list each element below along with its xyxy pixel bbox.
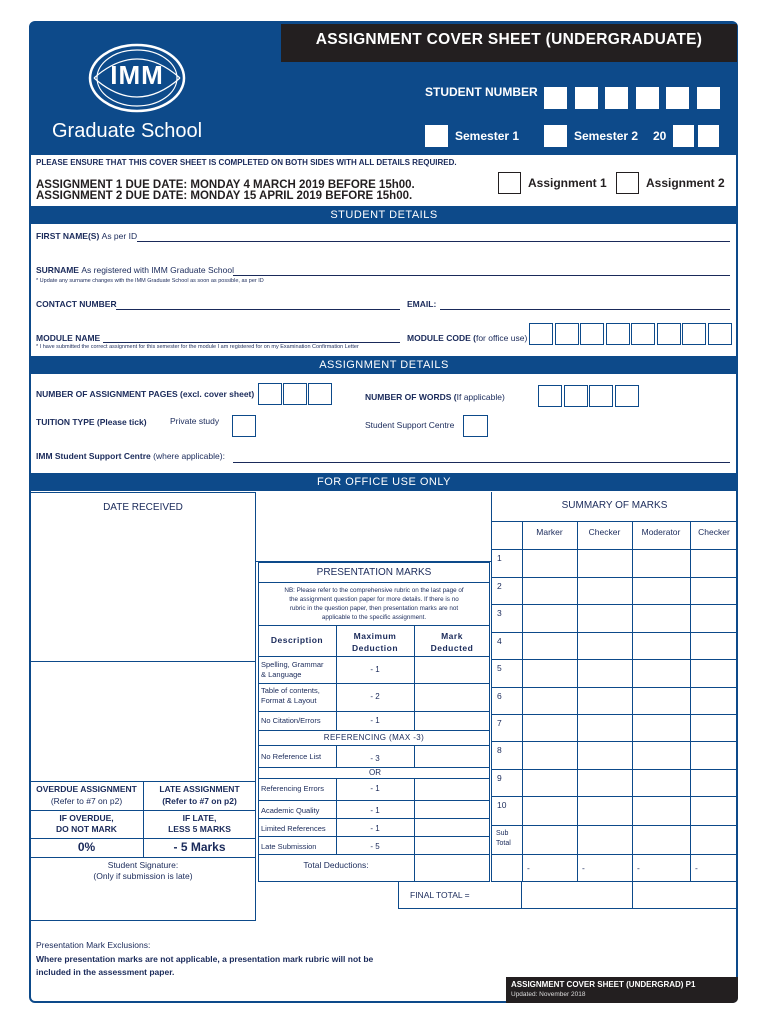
- support-centre-label: Student Support Centre: [365, 420, 455, 430]
- total-deductions-label: Total Deductions:: [303, 860, 369, 870]
- semester2-checkbox[interactable]: [544, 125, 567, 147]
- surname-label: SURNAME As registered with IMM Graduate School: [36, 265, 234, 275]
- presentation-note-line: rubric in the question paper, then presentation marks are not: [289, 605, 459, 612]
- school-name: Graduate School: [52, 120, 203, 142]
- email-field[interactable]: [440, 309, 730, 310]
- if-overdue-1: IF OVERDUE,: [59, 813, 114, 823]
- page-title: ASSIGNMENT COVER SHEET (UNDERGRADUATE): [315, 31, 703, 48]
- module-code-box[interactable]: [529, 323, 553, 345]
- page-tag: ASSIGNMENT COVER SHEET (UNDERGRAD) P1: [511, 980, 696, 989]
- student-number-digit[interactable]: [605, 87, 628, 109]
- summary-row-number: 4: [497, 636, 502, 646]
- summary-row-number: 2: [497, 581, 502, 591]
- signature-label-1: Student Signature:: [107, 860, 179, 870]
- year-prefix: 20: [653, 129, 667, 143]
- words-digit-box[interactable]: [538, 385, 562, 407]
- module-code-box[interactable]: [682, 323, 706, 345]
- summary-row-number: 7: [497, 718, 502, 728]
- grid-row-line: [491, 604, 738, 605]
- grid-row-line: [491, 577, 738, 578]
- grid-row-line: [491, 687, 738, 688]
- date-received-box: [30, 492, 256, 662]
- grid-col-line: [690, 521, 691, 882]
- deduction-description: No Citation/Errors: [261, 716, 321, 725]
- deduction-max: - 1: [370, 806, 380, 815]
- surname-footnote: * Update any surname changes with the IMM Graduate School as soon as possible, as per ID: [36, 278, 264, 284]
- imm-centre-label: IMM Student Support Centre (where applicable):: [36, 451, 225, 461]
- grid-row-line: [491, 769, 738, 770]
- subtotal-value: -: [637, 863, 640, 873]
- assignment1-label: Assignment 1: [528, 176, 607, 190]
- final-total-label: FINAL TOTAL =: [410, 890, 470, 900]
- contact-number-field[interactable]: [116, 309, 400, 310]
- summary-row-number: 6: [497, 691, 502, 701]
- student-number-digit[interactable]: [544, 87, 567, 109]
- mark-deducted-cell[interactable]: [414, 838, 490, 852]
- semester1-label: Semester 1: [455, 129, 520, 143]
- module-code-box[interactable]: [606, 323, 630, 345]
- col-description: Description: [270, 635, 324, 645]
- completion-instruction: PLEASE ENSURE THAT THIS COVER SHEET IS COMPLETED ON BOTH SIDES WITH ALL DETAILS REQUIRED.: [36, 158, 457, 167]
- imm-centre-field[interactable]: [233, 462, 730, 463]
- office-middle-box: [255, 492, 492, 562]
- words-digit-box[interactable]: [615, 385, 639, 407]
- student-number-digit[interactable]: [697, 87, 720, 109]
- student-number-digit[interactable]: [636, 87, 659, 109]
- deduction-max: - 1: [370, 784, 380, 793]
- year-box-1[interactable]: [673, 125, 694, 147]
- subtotal-label: Sub: [496, 830, 509, 837]
- module-code-box[interactable]: [708, 323, 732, 345]
- deduction-description: Academic Quality: [261, 806, 320, 815]
- first-name-label: FIRST NAME(S) As per ID: [36, 231, 138, 241]
- private-study-checkbox[interactable]: [232, 415, 256, 437]
- grid-row-line: [491, 825, 738, 826]
- date-received-label: DATE RECEIVED: [103, 502, 183, 513]
- logo-text: IMM: [110, 60, 164, 90]
- summary-column-header: Checker: [698, 527, 730, 537]
- assignment1-checkbox[interactable]: [498, 172, 521, 194]
- deduction-description: & Language: [261, 670, 302, 679]
- referencing-title: REFERENCING (MAX -3): [323, 733, 425, 742]
- grid-row-line: [491, 714, 738, 715]
- first-name-field[interactable]: [137, 241, 730, 242]
- grid-row-line: [491, 632, 738, 633]
- year-box-2[interactable]: [698, 125, 719, 147]
- module-footnote: * I have submitted the correct assignment for this semester for the module I am registered for on my Examination Confirmation Letter: [36, 344, 359, 350]
- assignment2-checkbox[interactable]: [616, 172, 639, 194]
- support-centre-checkbox[interactable]: [463, 415, 488, 437]
- mark-deducted-cell[interactable]: [414, 713, 490, 728]
- deduction-description: Spelling, Grammar: [261, 660, 324, 669]
- deduction-max: - 1: [370, 824, 380, 833]
- row-divider: [258, 711, 490, 712]
- semester1-checkbox[interactable]: [425, 125, 448, 147]
- overdue-title: OVERDUE ASSIGNMENT: [36, 784, 137, 794]
- deduction-max: - 2: [370, 692, 380, 701]
- mark-deducted-cell[interactable]: [414, 659, 490, 681]
- pages-digit-box[interactable]: [308, 383, 332, 405]
- no-reference-desc: No Reference List: [261, 752, 322, 761]
- words-digit-box[interactable]: [564, 385, 588, 407]
- deduction-description: Table of contents,: [261, 686, 320, 695]
- subtotal-value: -: [582, 863, 585, 873]
- deduction-description: Limited References: [261, 824, 326, 833]
- late-title: LATE ASSIGNMENT: [159, 784, 240, 794]
- summary-column-header: Checker: [588, 527, 621, 537]
- deduction-max: - 1: [370, 715, 380, 725]
- deduction-max: - 1: [370, 665, 380, 674]
- or-label: OR: [369, 768, 381, 777]
- summary-row-number: 5: [497, 663, 502, 673]
- grid-row-line: [491, 741, 738, 742]
- module-code-box[interactable]: [657, 323, 681, 345]
- row-divider: [258, 683, 490, 684]
- summary-row-number: 1: [497, 553, 502, 563]
- col-max-2: Deduction: [351, 643, 399, 653]
- office-use-header: FOR OFFICE USE ONLY: [30, 473, 738, 491]
- summary-row-number: 10: [497, 800, 507, 810]
- pages-label: NUMBER OF ASSIGNMENT PAGES (excl. cover sheet): [36, 389, 255, 399]
- summary-column-header: Moderator: [641, 527, 681, 537]
- row-divider: [258, 836, 490, 837]
- pages-digit-box[interactable]: [258, 383, 282, 405]
- module-name-label: MODULE NAME: [36, 333, 101, 343]
- student-number-digit[interactable]: [575, 87, 598, 109]
- deduction-description: Format & Layout: [261, 696, 317, 705]
- row-divider: [258, 800, 490, 801]
- due-date-1: ASSIGNMENT 1 DUE DATE: MONDAY 4 MARCH 2019 BEFORE 15h00.: [36, 179, 415, 191]
- grid-col-line: [522, 521, 523, 882]
- pages-digit-box[interactable]: [283, 383, 307, 405]
- deduction-description: Referencing Errors: [261, 784, 324, 793]
- subtotal-value: -: [527, 863, 530, 873]
- module-code-box[interactable]: [555, 323, 579, 345]
- exclusions-text-1: Where presentation marks are not applicable, a presentation mark rubric will not be: [36, 954, 374, 964]
- exclusions-title: Presentation Mark Exclusions:: [36, 940, 151, 950]
- summary-row-number: 3: [497, 608, 502, 618]
- if-late-2: LESS 5 MARKS: [168, 824, 231, 834]
- summary-title: SUMMARY OF MARKS: [561, 500, 668, 511]
- due-date-2: ASSIGNMENT 2 DUE DATE: MONDAY 15 APRIL 2019 BEFORE 15h00.: [36, 190, 413, 202]
- presentation-note-line: NB: Please refer to the comprehensive rubric on the last page of: [284, 587, 464, 594]
- deduction-max: - 5: [370, 842, 380, 851]
- signature-label-2: (Only if submission is late): [93, 871, 193, 881]
- presentation-note-line: the assignment question paper for more details. If there is no: [289, 596, 459, 603]
- row-divider: [258, 818, 490, 819]
- student-number-label: STUDENT NUMBER: [425, 85, 538, 99]
- student-number-digit[interactable]: [666, 87, 689, 109]
- tuition-type-label: TUITION TYPE (Please tick): [36, 417, 147, 427]
- grid-row-line: [491, 854, 738, 855]
- words-label: NUMBER OF WORDS (If applicable): [365, 392, 505, 402]
- summary-row-number: 8: [497, 745, 502, 755]
- late-value: - 5 Marks: [173, 840, 226, 854]
- grid-col-line: [577, 521, 578, 882]
- if-overdue-2: DO NOT MARK: [56, 824, 117, 834]
- deduction-description: Late Submission: [261, 842, 317, 851]
- no-reference-max: - 3: [370, 754, 380, 763]
- col-mark-1: Mark: [441, 631, 463, 641]
- words-digit-box[interactable]: [589, 385, 613, 407]
- late-ref: (Refer to #7 on p2): [162, 796, 237, 806]
- student-details-header: STUDENT DETAILS: [30, 206, 738, 224]
- grid-col-line: [632, 521, 633, 882]
- col-max-1: Maximum: [353, 631, 397, 641]
- presentation-marks-title: PRESENTATION MARKS: [316, 567, 432, 578]
- grid-row-line: [491, 549, 738, 550]
- mark-deducted-cell[interactable]: [414, 685, 490, 709]
- overdue-value: 0%: [77, 840, 96, 854]
- assignment2-label: Assignment 2: [646, 176, 725, 190]
- surname-field[interactable]: [233, 275, 730, 276]
- contact-number-label: CONTACT NUMBER: [36, 299, 117, 309]
- semester2-label: Semester 2: [574, 129, 639, 143]
- if-late-1: IF LATE,: [182, 813, 217, 823]
- subtotal-value: -: [695, 863, 698, 873]
- email-label: EMAIL:: [407, 299, 437, 309]
- presentation-note-line: applicable to the specific assignment.: [321, 614, 427, 621]
- summary-column-header: Marker: [536, 527, 563, 537]
- summary-row-number: 9: [497, 773, 502, 783]
- overdue-ref: (Refer to #7 on p2): [50, 796, 123, 806]
- subtotal-label: Total: [496, 840, 511, 847]
- module-code-box[interactable]: [580, 323, 604, 345]
- col-mark-2: Deducted: [430, 643, 474, 653]
- private-study-label: Private study: [170, 416, 220, 426]
- grid-row-line: [491, 796, 738, 797]
- module-code-label: MODULE CODE (for office use): [407, 333, 528, 343]
- updated-date: Updated: November 2018: [511, 991, 586, 998]
- module-name-field[interactable]: [103, 342, 400, 343]
- grid-row-line: [491, 659, 738, 660]
- mark-deducted-cell[interactable]: [414, 802, 490, 816]
- mark-deducted-cell[interactable]: [414, 820, 490, 834]
- module-code-box[interactable]: [631, 323, 655, 345]
- mark-deducted-cell[interactable]: [414, 780, 490, 798]
- assignment-details-header: ASSIGNMENT DETAILS: [30, 356, 738, 374]
- exclusions-text-2: included in the assessment paper.: [36, 967, 175, 977]
